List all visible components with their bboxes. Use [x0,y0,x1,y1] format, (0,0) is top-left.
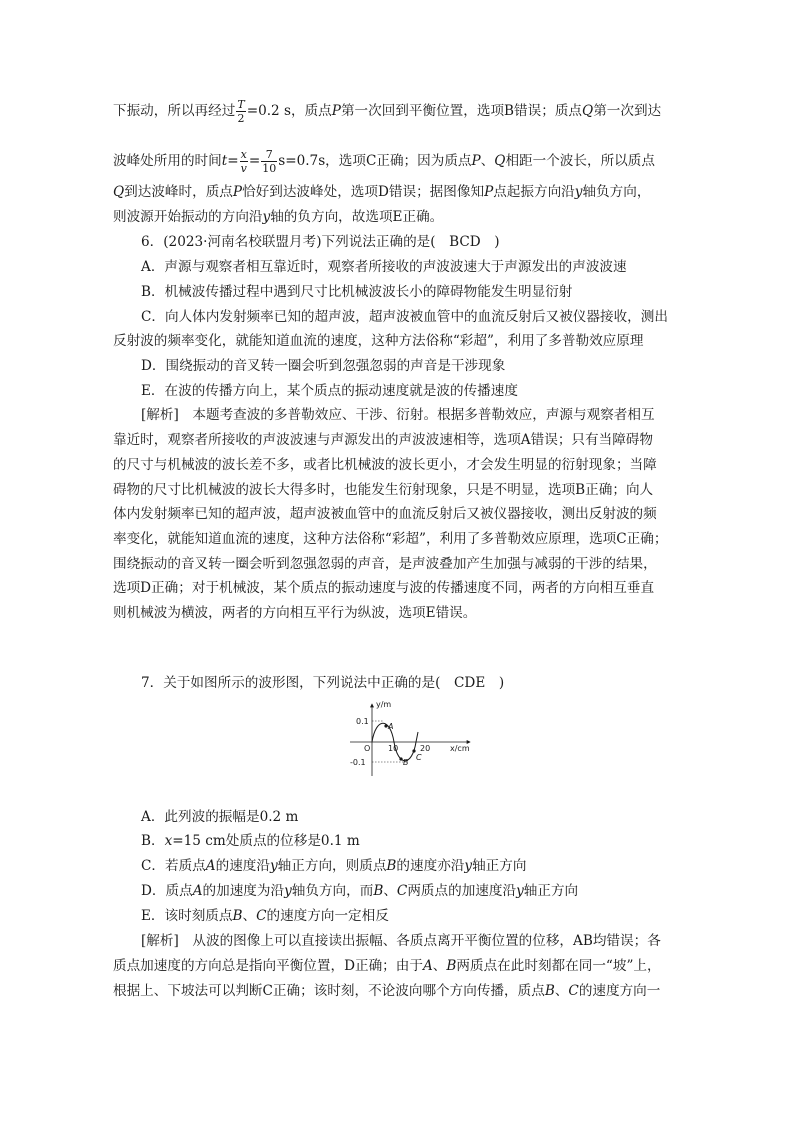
q7-option-a: A．此列波的振幅是0.2 m [141,809,299,825]
q6-option-d: D．围绕振动的音叉转一圈会听到忽强忽弱的声音是干涉现象 [141,358,506,374]
q6-analysis-line-8: 选项D正确；对于机械波，某个质点的振动速度与波的传播速度不同，两者的方向相互垂直 [113,580,655,596]
q7-option-d: D．质点A的加速度为沿y轴负方向，而B、C两质点的加速度沿y轴正方向 [141,883,579,899]
q6-analysis-line-9: 则机械波为横波，两者的方向相互平行为纵波，选项E错误。 [113,605,477,621]
y-axis-label: y/m [376,700,392,709]
q7-option-b: B．x=15 cm处质点的位移是0.1 m [141,833,360,849]
wave-diagram [346,698,476,780]
q6-option-c-line-1: C．向人体内发射频率已知的超声波，超声波被血管中的血流反射后又被仪器接收，测出 [141,309,668,325]
q5-line-2: 波峰处所用的时间t= $\frac{x}{v}$ = $\frac{7}{10}$ s=0.7s，选项C正确；因为质点P、Q相距一个波长，所以质点 [113,148,655,175]
q7-stem: 7．关于如图所示的波形图，下列说法中正确的是( CDE ) [141,675,505,691]
q7-analysis-line-2: 质点加速度的方向总是指向平衡位置，D正确；由于A、B两质点在此时刻都在同一“坡”上， [113,958,661,974]
origin-label: O [364,744,371,753]
q6-option-a: A．声源与观察者相互靠近时，观察者所接收的声波波速大于声源发出的声波波速 [141,259,627,275]
x-axis-label: x/cm [450,744,470,753]
q7-analysis-line-3: 根据上、下坡法可以判断C正确；该时刻，不论波向哪个方向传播，质点B、C的速度方向一 [113,983,661,999]
q7-option-e: E．该时刻质点B、C的速度方向一定相反 [141,908,389,924]
q5-line-4: 则波源开始振动的方向沿y轴的负方向，故选项E正确。 [113,209,444,225]
fraction-7-over-10: $\frac{7}{10}$ [262,148,277,175]
q6-analysis-line-4: 碍物的尺寸比机械波的波长大得多时，也能发生衍射现象，只是不明显，选项B正确；向人 [113,482,654,498]
q6-stem: 6．(2023·河南名校联盟月考)下列说法正确的是( BCD ) [141,234,500,250]
q6-option-e: E．在波的传播方向上，某个质点的振动速度就是波的传播速度 [141,383,518,399]
q6-option-b: B．机械波传播过程中遇到尺寸比机械波波长小的障碍物能发生明显衍射 [141,284,573,300]
q6-analysis-line-3: 的尺寸与机械波的波长差不多，或者比机械波的波长更小，才会发生明显的衍射现象；当障 [113,457,657,473]
q6-analysis-line-6: 率变化，就能知道血流的速度，这种方法俗称“彩超”，利用了多普勒效应原理，选项C正确； [113,531,668,547]
fraction-t-over-2: $\frac{T}{2}$ [237,98,245,125]
point-a-label: A [388,722,394,731]
q5-line-3: Q到达波峰时，质点P恰好到达波峰处，选项D错误；据图像知P点起振方向沿y轴负方向， [113,184,651,200]
q7-option-c: C．若质点A的速度沿y轴正方向，则质点B的速度亦沿y轴正方向 [141,858,527,874]
fraction-x-over-v: $\frac{x}{v}$ [240,148,247,175]
q6-analysis-line-7: 围绕振动的音叉转一圈会听到忽强忽弱的声音，是声波叠加产生加强与减弱的干涉的结果， [113,556,657,572]
q6-analysis-line-1: [解析] 本题考查波的多普勒效应、干涉、衍射。根据多普勒效应，声源与观察者相互 [141,407,655,423]
y-tick-bottom: -0.1 [350,758,366,767]
point-c-label: C [416,753,422,762]
x-tick-20: 20 [420,744,431,753]
point-b-label: B [403,758,409,767]
x-tick-10: 10 [388,744,399,753]
q7-analysis-line-1: [解析] 从波的图像上可以直接读出振幅、各质点离开平衡位置的位移，AB均错误；各 [141,933,661,949]
q6-analysis-line-2: 靠近时，观察者所接收的声波波速与声源发出的声波波速相等，选项A错误；只有当障碍物 [113,432,653,448]
y-tick-top: 0.1 [356,717,369,726]
q6-analysis-line-5: 体内发射频率已知的超声波，超声波被血管中的血流反射后又被仪器接收，测出反射波的频 [113,506,657,522]
q6-option-c-line-2: 反射波的频率变化，就能知道血流的速度，这种方法俗称“彩超”，利用了多普勒效应原理 [113,333,644,349]
q5-line-1: 下振动，所以再经过 $\frac{T}{2}$ =0.2 s，质点P第一次回到平衡位置，选项B错误；质点Q第一次到达 [113,98,662,125]
text: 下振动，所以再经过 [113,103,236,119]
